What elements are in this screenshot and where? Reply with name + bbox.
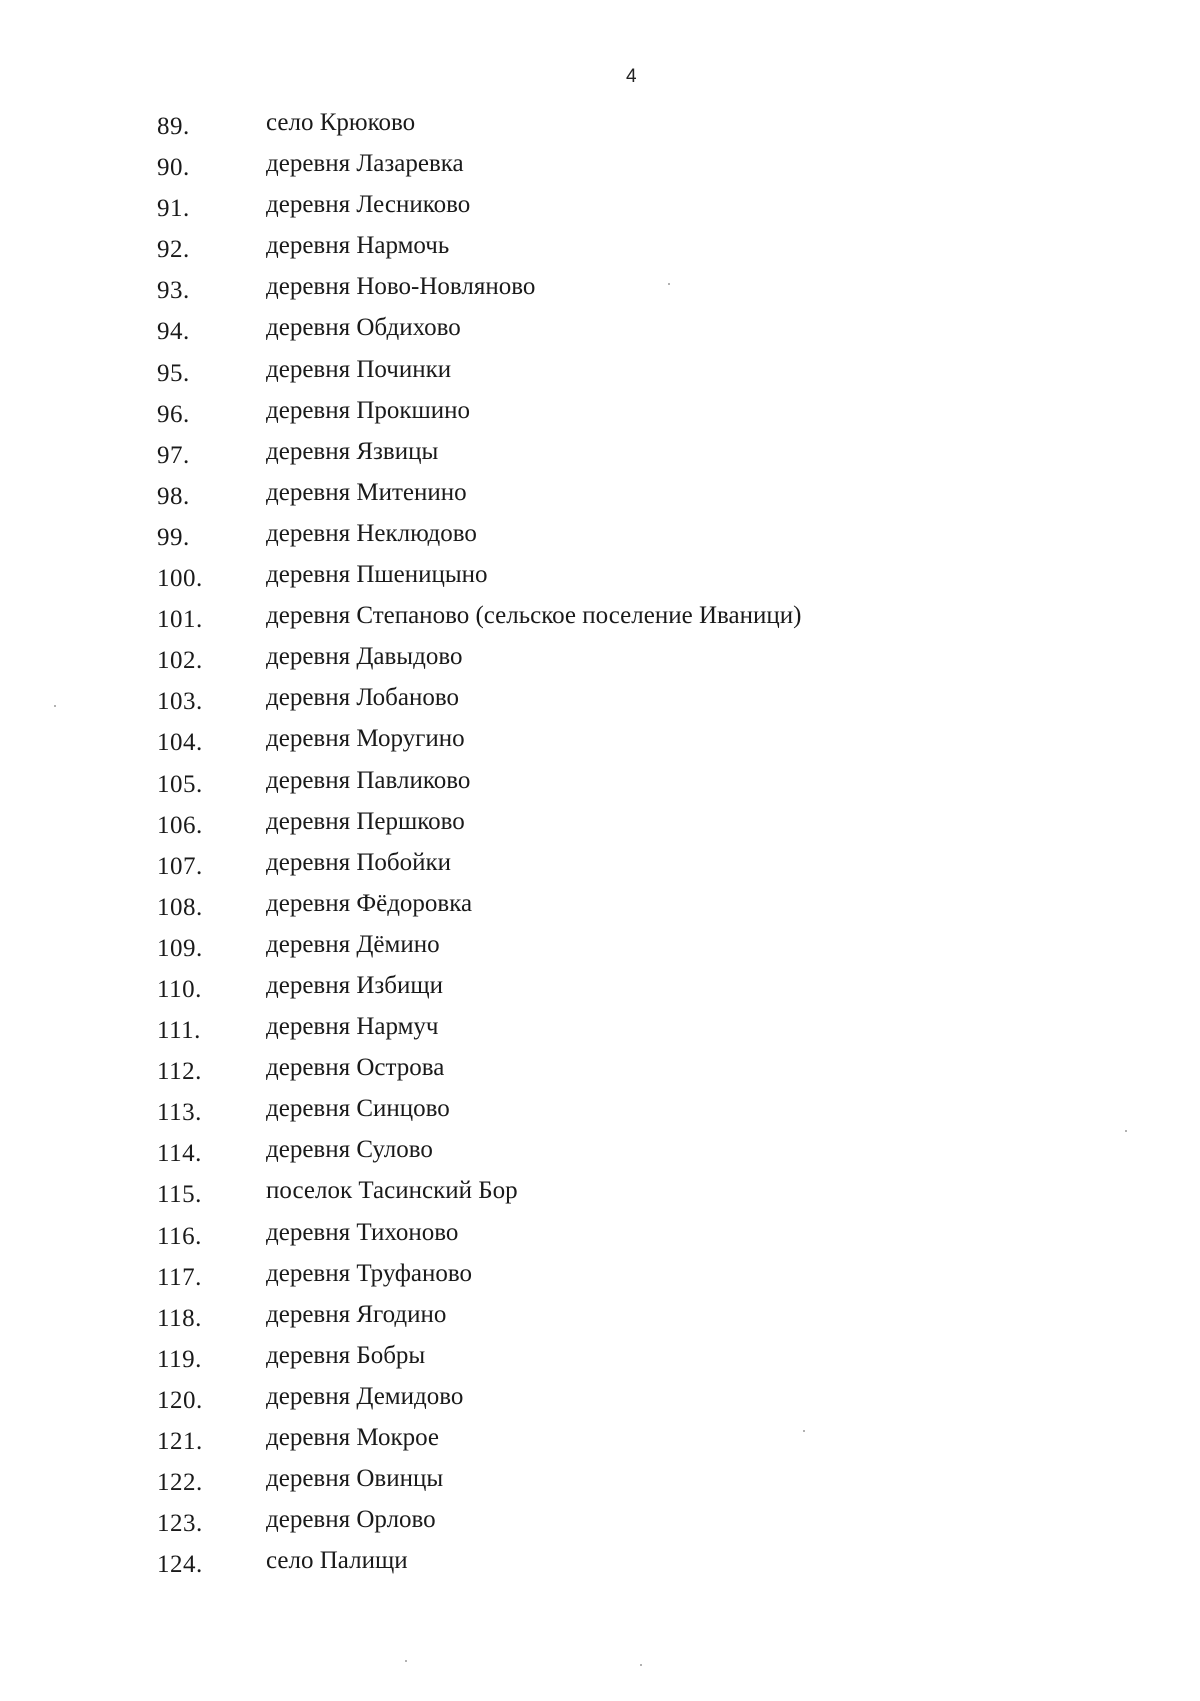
list-item-number: 111.: [157, 1017, 201, 1045]
list-item-text: деревня Овинцы: [266, 1465, 444, 1493]
list-item-number: 94.: [157, 318, 190, 346]
list-item-number: 121.: [157, 1428, 203, 1455]
list-item: [0, 928, 1200, 969]
list-item-text: деревня Побойки: [266, 848, 452, 876]
list-item-text: деревня Пшеницыно: [266, 561, 488, 589]
list-item-number: 116.: [157, 1222, 202, 1250]
list-item: [0, 1421, 1200, 1462]
list-item-text: деревня Починки: [266, 355, 452, 383]
list-item-number: 107.: [157, 852, 203, 880]
list-item-number: 108.: [157, 893, 203, 921]
list-item-number: 97.: [157, 441, 190, 469]
scan-speck: [405, 1660, 407, 1662]
list-item-number: 96.: [157, 400, 190, 428]
list-item-text: деревня Демидово: [266, 1382, 464, 1410]
scan-speck: [803, 1430, 805, 1432]
list-item: [0, 681, 1200, 722]
list-item-number: 102.: [157, 647, 203, 675]
list-item-number: 103.: [157, 688, 203, 716]
list-item-number: 95.: [157, 359, 190, 387]
list-item-number: 122.: [157, 1469, 203, 1497]
list-item: [0, 353, 1200, 394]
list-item-text: деревня Обдихово: [266, 314, 461, 342]
list-item-text: деревня Нармуч: [266, 1013, 439, 1041]
list-item-text: деревня Ново-Новляново: [266, 273, 536, 301]
list-item: [0, 846, 1200, 887]
list-item-number: 117.: [157, 1263, 202, 1291]
list-item-number: 106.: [157, 811, 203, 839]
list-item-text: деревня Острова: [266, 1054, 445, 1082]
scan-speck: [668, 283, 670, 285]
list-item-number: 99.: [157, 523, 190, 551]
scan-speck: [1125, 1130, 1127, 1132]
list-item-number: 110.: [157, 975, 202, 1003]
list-item: [0, 476, 1200, 517]
list-item-number: 119.: [157, 1345, 202, 1373]
list-item-number: 92.: [157, 236, 190, 264]
list-item: [0, 1298, 1200, 1339]
list-item-text: деревня Неклюдово: [266, 519, 477, 547]
list-item-text: деревня Степаново (сельское поселение Иваници): [266, 602, 802, 630]
list-item: [0, 188, 1200, 229]
list-item-text: поселок Тасинский Бор: [266, 1177, 518, 1205]
list-item: [0, 517, 1200, 558]
list-item-text: деревня Синцово: [266, 1095, 450, 1123]
list-item: [0, 764, 1200, 805]
list-item-number: 114.: [157, 1140, 202, 1168]
list-item-text: деревня Павликово: [266, 766, 471, 794]
list-item: [0, 887, 1200, 928]
list-item-text: деревня Нармочь: [266, 232, 450, 260]
list-item-number: 113.: [157, 1099, 202, 1127]
list-item-text: деревня Ягодино: [266, 1300, 447, 1328]
list-item-number: 98.: [157, 482, 190, 510]
list-item-text: деревня Язвицы: [266, 437, 439, 465]
list-item: [0, 270, 1200, 311]
list-item-text: деревня Прокшино: [266, 396, 471, 424]
list-item: [0, 722, 1200, 763]
list-item-text: деревня Избищи: [266, 971, 444, 999]
list-item-number: 104.: [157, 729, 203, 757]
list-item: [0, 147, 1200, 188]
list-item-number: 123.: [157, 1510, 203, 1538]
list-item-number: 89.: [157, 113, 190, 140]
list-item-number: 120.: [157, 1386, 203, 1414]
list-item-number: 100.: [157, 565, 203, 593]
list-item: [0, 599, 1200, 640]
scan-speck: [54, 705, 56, 707]
list-item: [0, 1462, 1200, 1503]
list-item: [0, 1133, 1200, 1174]
list-item: [0, 435, 1200, 476]
list-item: [0, 394, 1200, 435]
list-item: [0, 805, 1200, 846]
list-item: [0, 1503, 1200, 1544]
list-item: [0, 1216, 1200, 1257]
list-item: [0, 229, 1200, 270]
list-item-text: деревня Лобаново: [266, 684, 460, 712]
list-item: [0, 106, 1200, 147]
list-item: [0, 640, 1200, 681]
list-item: [0, 1544, 1200, 1585]
list-item-text: село Палищи: [266, 1547, 408, 1575]
list-item-number: 109.: [157, 934, 203, 962]
list-item-number: 91.: [157, 195, 190, 223]
list-item-text: деревня Дёмино: [266, 930, 440, 958]
list-item-text: деревня Бобры: [266, 1341, 426, 1369]
list-item: [0, 1051, 1200, 1092]
settlement-list: [0, 106, 1200, 1585]
list-item-text: деревня Фёдоровка: [266, 889, 473, 917]
list-item-number: 93.: [157, 277, 190, 305]
list-item-text: деревня Тихоново: [266, 1218, 459, 1246]
list-item-text: деревня Орлово: [266, 1506, 436, 1534]
list-item-number: 101.: [157, 606, 203, 634]
list-item-text: деревня Моругино: [266, 725, 465, 753]
list-item-number: 124.: [157, 1551, 203, 1579]
scan-speck: [640, 1664, 642, 1666]
list-item: [0, 558, 1200, 599]
list-item-number: 90.: [157, 154, 190, 182]
list-item: [0, 1010, 1200, 1051]
list-item: [0, 1174, 1200, 1215]
list-item-number: 105.: [157, 770, 203, 798]
list-item-text: деревня Лазаревка: [266, 150, 464, 178]
list-item-text: деревня Першково: [266, 807, 465, 835]
list-item-number: 118.: [157, 1304, 202, 1332]
list-item: [0, 969, 1200, 1010]
list-item-number: 112.: [157, 1058, 202, 1086]
page-number: 4: [626, 66, 637, 87]
list-item: [0, 1257, 1200, 1298]
list-item: [0, 1380, 1200, 1421]
list-item-text: деревня Сулово: [266, 1136, 433, 1164]
list-item-text: деревня Давыдово: [266, 643, 463, 671]
list-item-text: деревня Митенино: [266, 478, 467, 506]
list-item-text: деревня Лесниково: [266, 191, 471, 219]
list-item-text: село Крюково: [266, 109, 416, 136]
list-item-text: деревня Мокрое: [266, 1424, 439, 1451]
list-item: [0, 1339, 1200, 1380]
list-item: [0, 311, 1200, 352]
list-item: [0, 1092, 1200, 1133]
list-item-text: деревня Труфаново: [266, 1259, 473, 1287]
list-item-number: 115.: [157, 1181, 202, 1209]
